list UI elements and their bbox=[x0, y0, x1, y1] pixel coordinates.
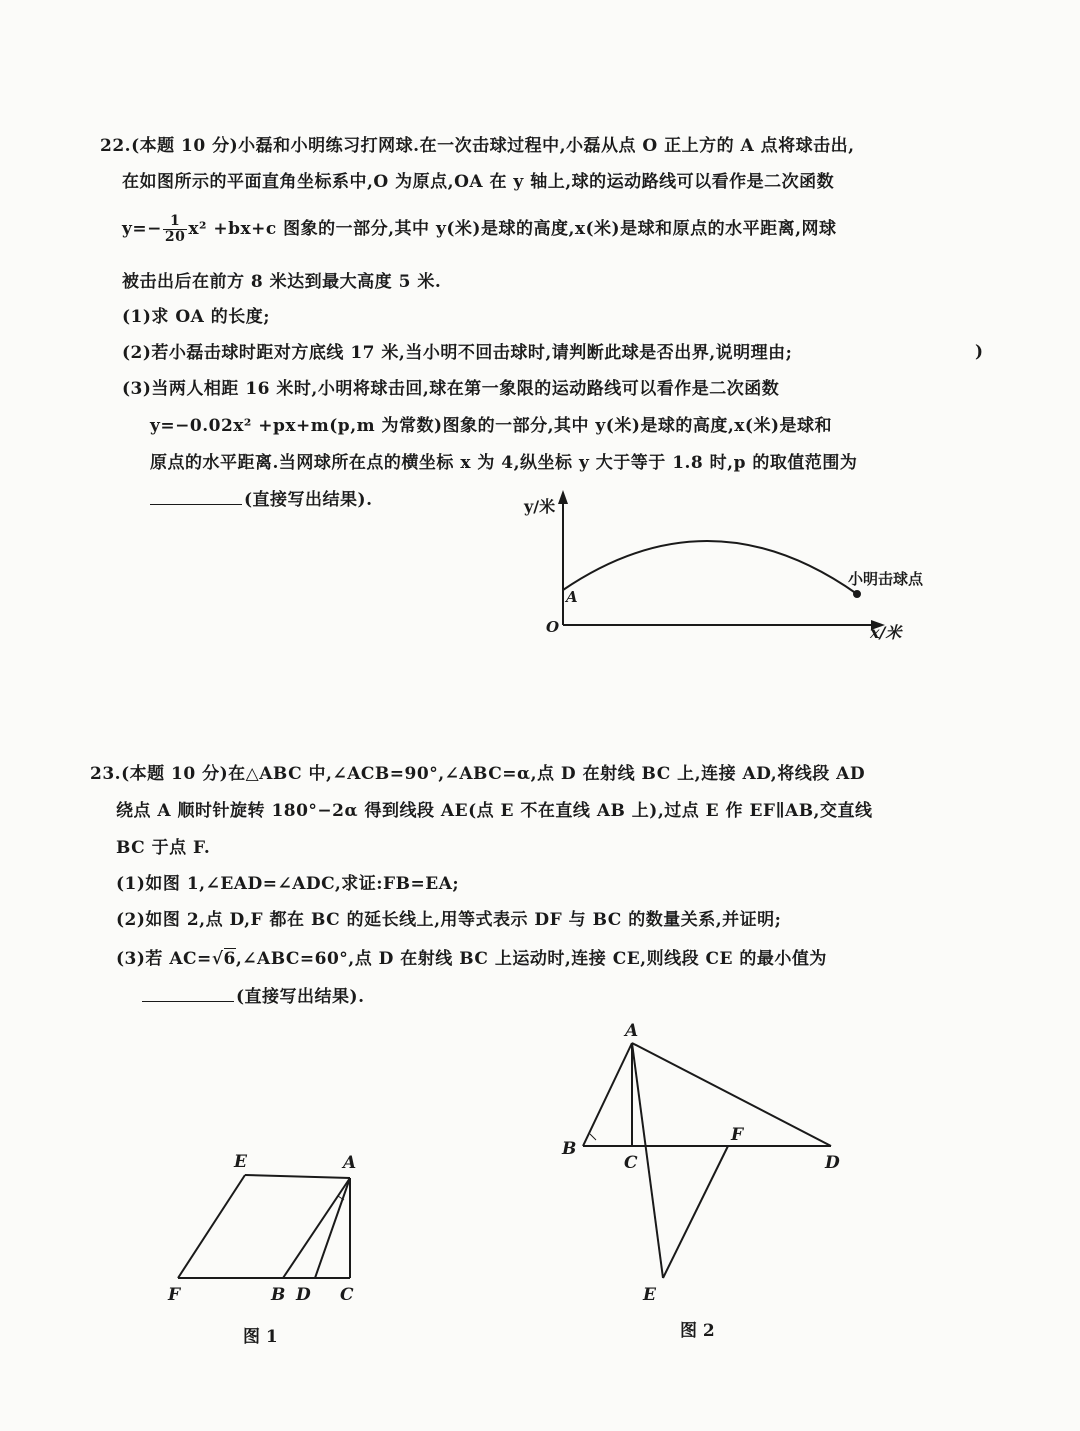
q23-line3: BC 于点 F. bbox=[116, 838, 211, 858]
q23-line2: 绕点 A 顺时针旋转 180°−2α 得到线段 AE(点 E 不在直线 AB 上),过点 E 作 EF∥AB,交直线 bbox=[116, 801, 873, 821]
fig1-caption: 图 1 bbox=[243, 1327, 278, 1347]
q22-line2: 在如图所示的平面直角坐标系中,O 为原点,OA 在 y 轴上,球的运动路线可以看作是二次函数 bbox=[122, 172, 835, 192]
fig1-label-C: C bbox=[340, 1285, 354, 1305]
q23-part3-post: ,∠ABC=60°,点 D 在射线 BC 上运动时,连接 CE,则线段 CE 的最小值为 bbox=[235, 949, 827, 969]
fig1-label-F: F bbox=[168, 1285, 181, 1305]
q23-part1: (1)如图 1,∠EAD=∠ADC,求证:FB=EA; bbox=[116, 874, 460, 894]
q22-line4: 被击出后在前方 8 米达到最大高度 5 米. bbox=[122, 272, 442, 292]
q22-part3-line3: 原点的水平距离.当网球所在点的横坐标 x 为 4,纵坐标 y 大于等于 1.8 时,p 的取值范围为 bbox=[150, 453, 858, 473]
figure-2 bbox=[583, 1043, 831, 1278]
origin-label: O bbox=[546, 618, 560, 636]
q22-line3-pre: y=− bbox=[122, 219, 162, 239]
fraction-numerator: 1 bbox=[163, 214, 187, 230]
fig2-label-B: B bbox=[562, 1139, 577, 1159]
q22-line3-post: x² +bx+c 图象的一部分,其中 y(米)是球的高度,x(米)是球和原点的水平距离,网球 bbox=[188, 219, 837, 239]
segment-AB bbox=[583, 1043, 632, 1146]
segment-AD bbox=[315, 1178, 350, 1278]
fig1-label-A: A bbox=[343, 1153, 357, 1173]
fig1-label-D: D bbox=[296, 1285, 311, 1305]
q23-line1: 23.(本题 10 分)在△ABC 中,∠ACB=90°,∠ABC=α,点 D 在射线 BC 上,连接 AD,将线段 AD bbox=[90, 764, 866, 784]
segment-EF bbox=[178, 1175, 245, 1278]
ball-trajectory bbox=[563, 541, 857, 594]
fig2-label-C: C bbox=[624, 1153, 638, 1173]
q23-part2: (2)如图 2,点 D,F 都在 BC 的延长线上,用等式表示 DF 与 BC 的数量关系,并证明; bbox=[116, 910, 782, 930]
q22-part3-line4-text: (直接写出结果). bbox=[244, 490, 373, 510]
fig1-label-E: E bbox=[234, 1152, 247, 1172]
fig2-label-F: F bbox=[731, 1125, 744, 1145]
figure-1 bbox=[178, 1175, 350, 1278]
sqrt-symbol: √ bbox=[211, 949, 224, 969]
segment-EF bbox=[663, 1146, 728, 1278]
x-axis-label: x/米 bbox=[870, 623, 902, 642]
hit-point-label: 小明击球点 bbox=[848, 570, 924, 588]
y-axis-label: y/米 bbox=[524, 497, 556, 516]
q22-part1: (1)求 OA 的长度; bbox=[122, 307, 271, 327]
point-a-label: A bbox=[566, 588, 578, 606]
segment-AB bbox=[283, 1178, 350, 1278]
y-axis-arrow bbox=[558, 490, 568, 504]
q22-part2: (2)若小磊击球时距对方底线 17 米,当小明不回击球时,请判断此球是否出界,说明理由; bbox=[122, 343, 793, 363]
hit-point-dot bbox=[854, 591, 860, 597]
q22-graph bbox=[558, 490, 885, 630]
fig2-label-A: A bbox=[625, 1021, 639, 1041]
fig2-label-E: E bbox=[643, 1285, 656, 1305]
stray-paren: ) bbox=[975, 342, 984, 362]
q23-part3-pre: (3)若 AC= bbox=[116, 949, 212, 969]
angle-mark bbox=[590, 1134, 596, 1140]
fig2-label-D: D bbox=[825, 1153, 840, 1173]
fig2-caption: 图 2 bbox=[680, 1321, 715, 1341]
fig1-label-B: B bbox=[271, 1285, 286, 1305]
sqrt-radicand: 6 bbox=[223, 949, 236, 969]
segment-EA bbox=[245, 1175, 350, 1178]
q23-part3-line2-text: (直接写出结果). bbox=[236, 987, 365, 1007]
q22-line1: 22.(本题 10 分)小磊和小明练习打网球.在一次击球过程中,小磊从点 O 正上方的 A 点将球击出, bbox=[100, 136, 855, 156]
q22-part3-line1: (3)当两人相距 16 米时,小明将球击回,球在第一象限的运动路线可以看作是二次函数 bbox=[122, 379, 780, 399]
q22-part3-line2: y=−0.02x² +px+m(p,m 为常数)图象的一部分,其中 y(米)是球的高度,x(米)是球和 bbox=[150, 416, 833, 436]
fraction-denominator: 20 bbox=[164, 229, 186, 245]
